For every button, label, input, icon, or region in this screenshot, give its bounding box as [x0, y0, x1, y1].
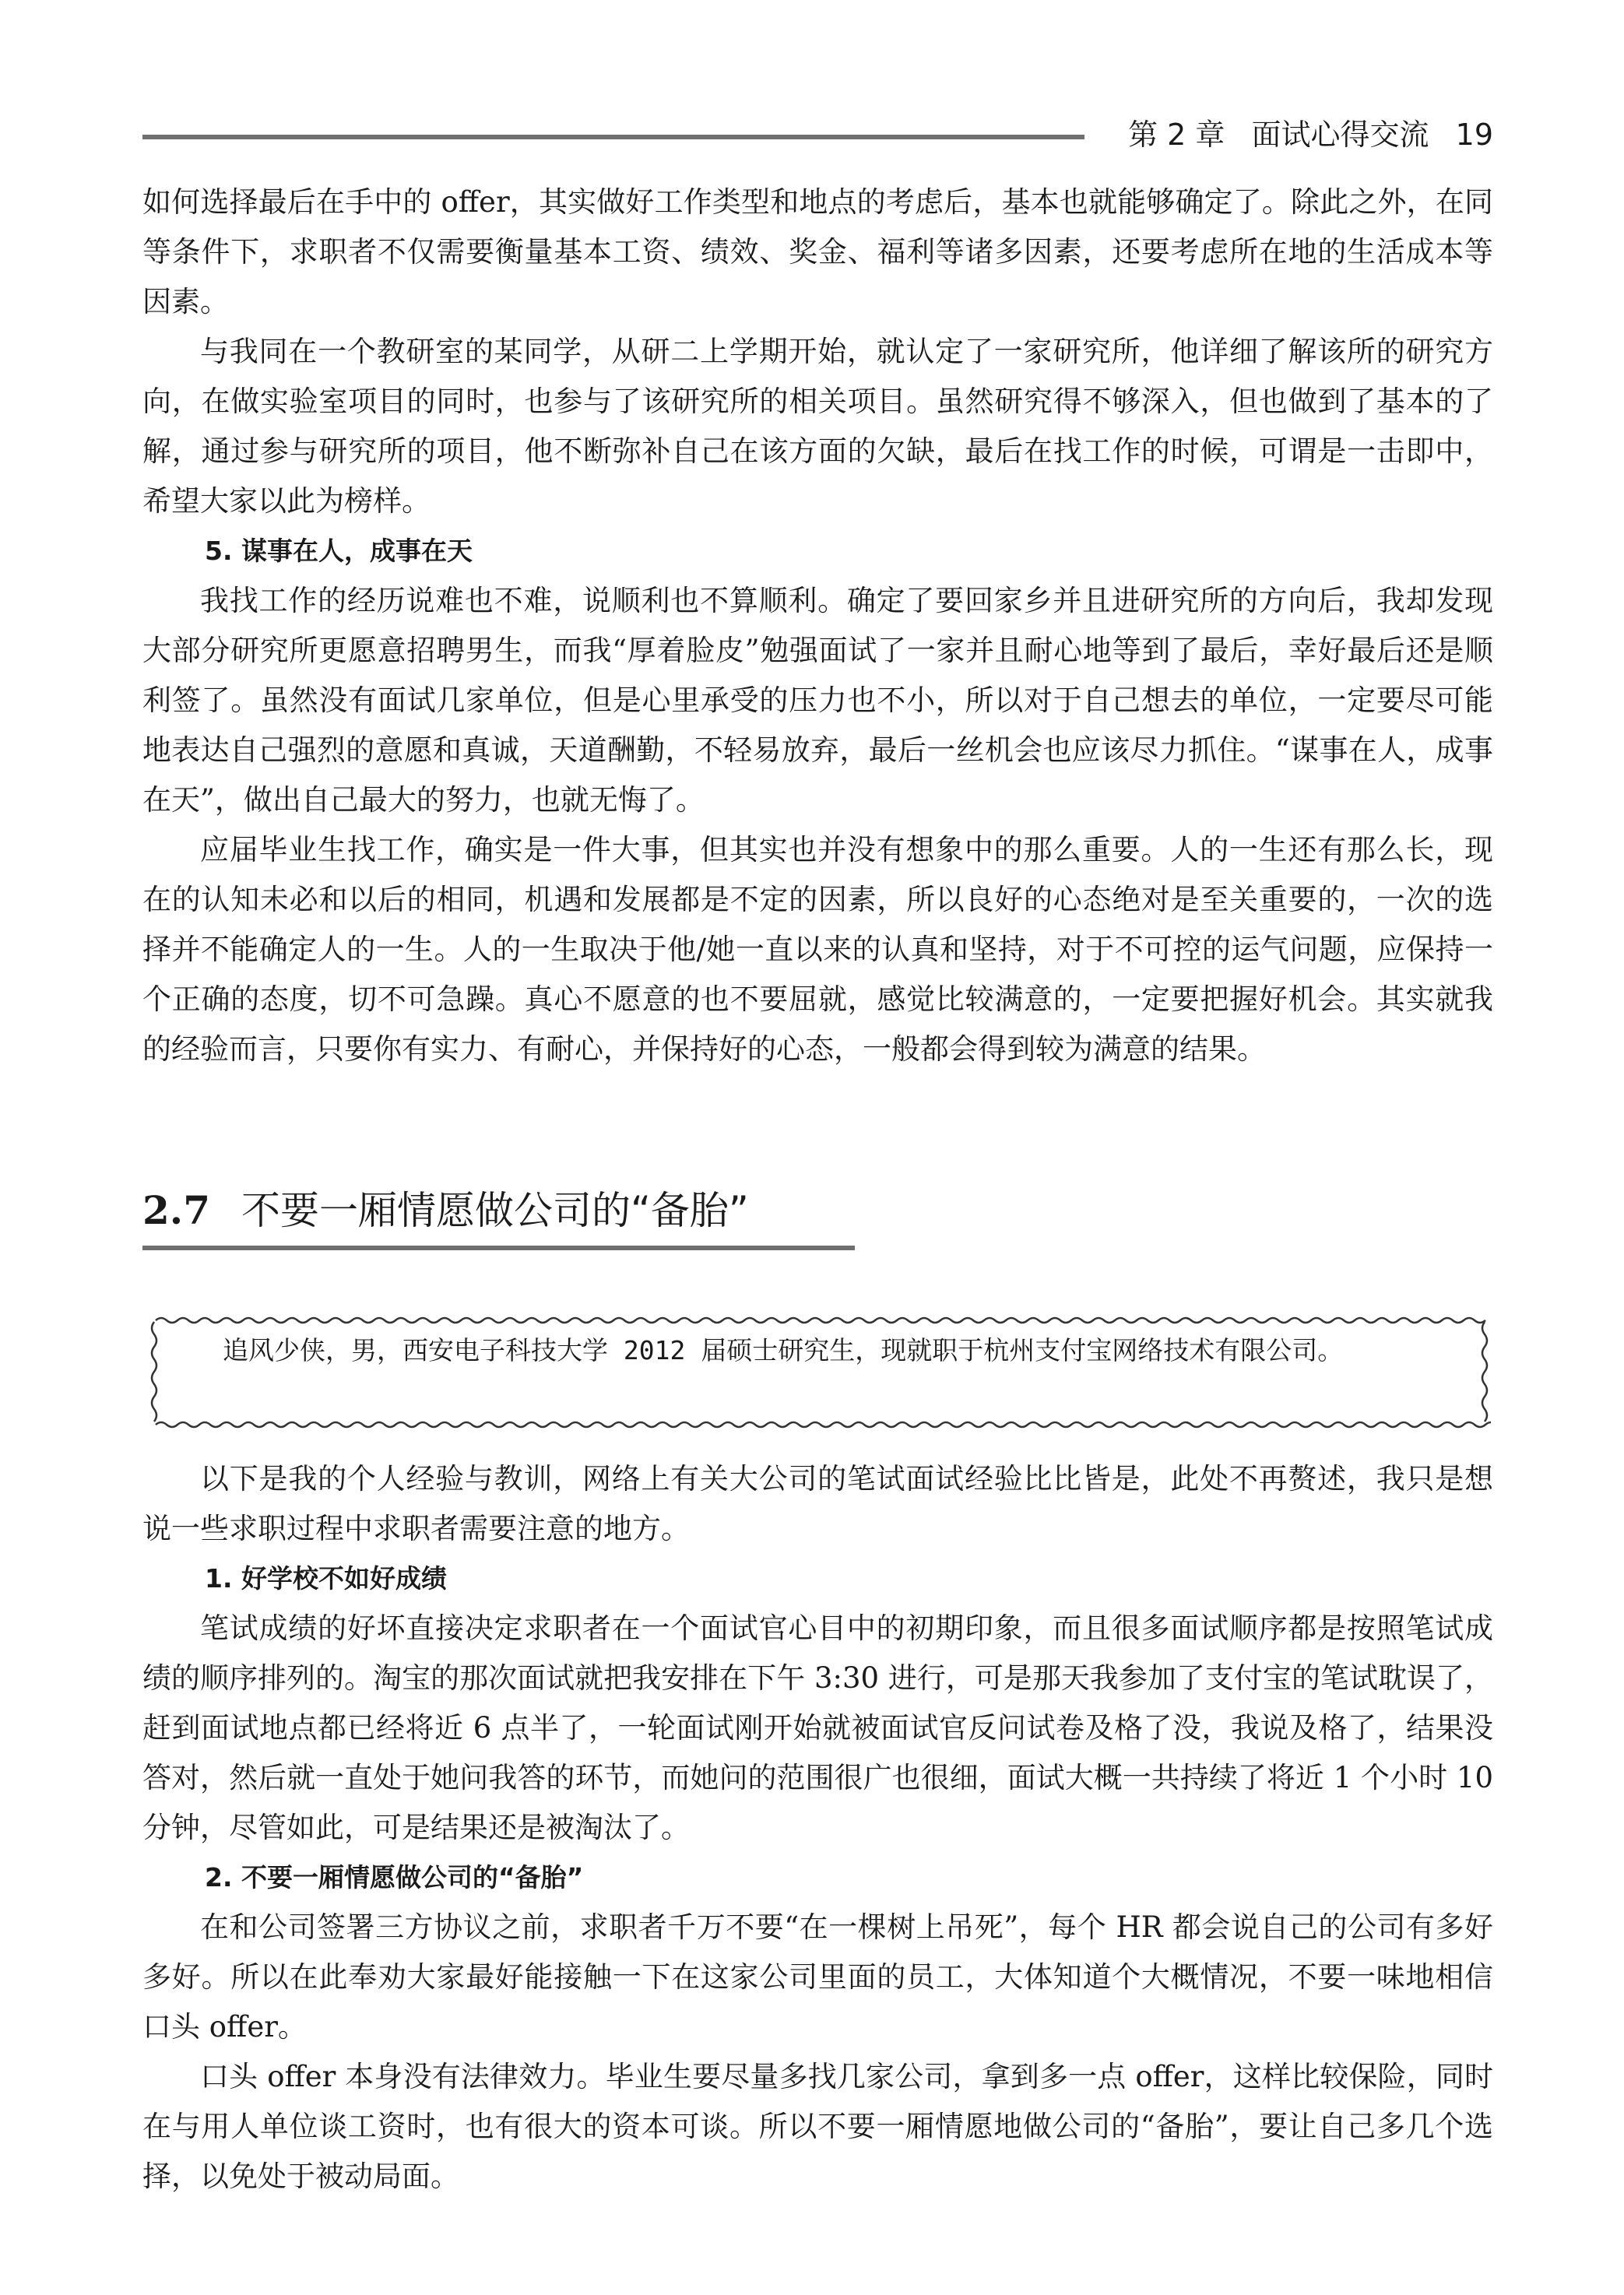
subheading: 2. 不要一厢情愿做公司的“备胎” — [205, 1862, 584, 1893]
author-bio-box — [148, 1314, 1491, 1431]
section-title: 不要一厢情愿做公司的“备胎” — [241, 1188, 749, 1233]
paragraph: 我找工作的经历说难也不难，说顺利也不算顺利。确定了要回家乡并且进研究所的方向后，我却发现大部分研究所更愿意招聘男生，而我“厚着脸皮”勉强面试了一家并且耐心地等到了最后，幸好最后还是顺利签了。虽然没有面试几家单位，但是心里承受的压力也不小，所以对于自己想去的单位，一定要尽可能地表达自己强烈的意愿和真诚，天道酬勤，不轻易放弃，最后一丝机会也应该尽力抓住。“谋事在人，成事在天”，做出自己最大的努力，也就无悔了。 — [142, 584, 1493, 817]
paragraph: 应届毕业生找工作，确实是一件大事，但其实也并没有想象中的那么重要。人的一生还有那么长，现在的认知未必和以后的相同，机遇和发展都是不定的因素，所以良好的心态绝对是至关重要的，一次的选择并不能确定人的一生。人的一生取决于他/她一直以来的认真和坚持，对于不可控的运气问题，应保持一个正确的态度，切不可急躁。真心不愿意的也不要屈就，感觉比较满意的，一定要把握好机会。其实就我的经验而言，只要你有实力、有耐心，并保持好的心态，一般都会得到较为满意的结果。 — [142, 833, 1493, 1066]
subheading: 5. 谋事在人，成事在天 — [205, 536, 473, 566]
chapter-label: 第 2 章 — [1128, 118, 1225, 152]
section-number: 2.7 — [142, 1187, 210, 1233]
author-bio: 追风少侠，男，西安电子科技大学 2012 届硕士研究生，现就职于杭州支付宝网络技术有限公司。 — [223, 1335, 1344, 1365]
running-header — [1128, 115, 1493, 154]
section-heading — [142, 1183, 749, 1238]
paragraph: 以下是我的个人经验与教训，网络上有关大公司的笔试面试经验比比皆是，此处不再赘述，我只是想说一些求职过程中求职者需要注意的地方。 — [142, 1462, 1493, 1545]
paragraph: 笔试成绩的好坏直接决定求职者在一个面试官心目中的初期印象，而且很多面试顺序都是按照笔试成绩的顺序排列的。淘宝的那次面试就把我安排在下午 3:30 进行，可是那天我参加了支付宝的笔试耽误了，赶到面试地点都已经将近 6 点半了，一轮面试刚开始就被面试官反问试卷及格了没，我说及格了，结果没答对，然后就一直处于她问我答的环节，而她问的范围很广也很细，面试大概一共持续了将近 1 个小时 10 分钟，尽管如此，可是结果还是被淘汰了。 — [142, 1611, 1493, 1844]
subheading: 1. 好学校不如好成绩 — [205, 1563, 447, 1594]
paragraph: 在和公司签署三方协议之前，求职者千万不要“在一棵树上吊死”，每个 HR 都会说自己的公司有多好多好。所以在此奉劝大家最好能接触一下在这家公司里面的员工，大体知道个大概情况，不要一味地相信口头 offer。 — [142, 1910, 1493, 2044]
header-rule — [142, 135, 1084, 139]
chapter-title: 面试心得交流 — [1251, 118, 1429, 152]
bottom-text-block — [142, 1454, 1493, 2202]
paragraph: 与我同在一个教研室的某同学，从研二上学期开始，就认定了一家研究所，他详细了解该所的研究方向，在做实验室项目的同时，也参与了该研究所的相关项目。虽然研究得不够深入，但也做到了基本的了解，通过参与研究所的项目，他不断弥补自己在该方面的欠缺，最后在找工作的时候，可谓是一击即中，希望大家以此为榜样。 — [142, 335, 1493, 518]
top-text-block — [142, 177, 1493, 1074]
paragraph: 如何选择最后在手中的 offer，其实做好工作类型和地点的考虑后，基本也就能够确定了。除此之外，在同等条件下，求职者不仅需要衡量基本工资、绩效、奖金、福利等诸多因素，还要考虑所在地的生活成本等因素。 — [142, 185, 1493, 318]
section-rule — [142, 1246, 855, 1250]
page-number: 19 — [1455, 118, 1493, 152]
paragraph: 口头 offer 本身没有法律效力。毕业生要尽量多找几家公司，拿到多一点 offer，这样比较保险，同时在与用人单位谈工资时，也有很大的资本可谈。所以不要一厢情愿地做公司的“备胎”，要让自己多几个选择，以免处于被动局面。 — [142, 2060, 1493, 2193]
